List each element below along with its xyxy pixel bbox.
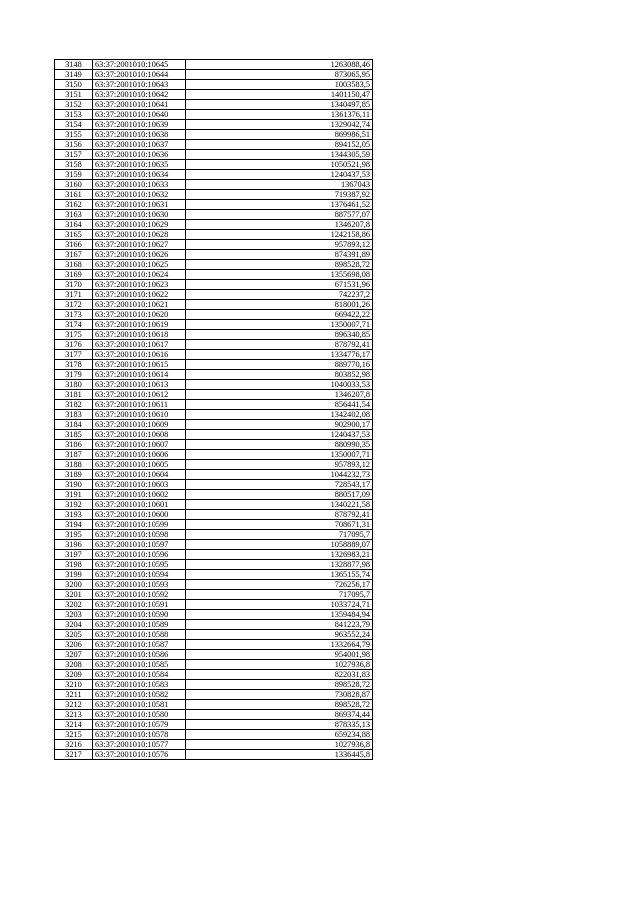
cadastral-value-cell: 1033724,71 — [186, 600, 373, 610]
cadastral-value-cell: 1355698,08 — [186, 270, 373, 280]
table-row — [55, 620, 373, 630]
cadastral-value-cell: 1342402,08 — [186, 410, 373, 420]
cadastral-value-cell: 1346207,8 — [186, 220, 373, 230]
row-number-cell: 3208 — [55, 660, 93, 670]
table-row — [55, 80, 373, 90]
cadastral-value-cell: 1027936,8 — [186, 660, 373, 670]
row-number-cell: 3196 — [55, 540, 93, 550]
cadastral-value-cell: 717095,7 — [186, 530, 373, 540]
row-number-cell: 3187 — [55, 450, 93, 460]
cadastral-value-cell: 1040033,53 — [186, 380, 373, 390]
cadastral-number-cell: 63:37:2001010:10610 — [93, 410, 186, 420]
row-number-cell: 3200 — [55, 580, 93, 590]
table-row — [55, 280, 373, 290]
table-row — [55, 230, 373, 240]
cadastral-number-cell: 63:37:2001010:10604 — [93, 470, 186, 480]
cadastral-number-cell: 63:37:2001010:10627 — [93, 240, 186, 250]
table-row — [55, 560, 373, 570]
table-row — [55, 660, 373, 670]
table-row — [55, 120, 373, 130]
table-row — [55, 590, 373, 600]
row-number-cell: 3188 — [55, 460, 93, 470]
table-row — [55, 400, 373, 410]
table-row — [55, 750, 373, 760]
cadastral-value-cell: 869986,51 — [186, 130, 373, 140]
table-row — [55, 710, 373, 720]
row-number-cell: 3183 — [55, 410, 93, 420]
table-row — [55, 370, 373, 380]
table-row — [55, 670, 373, 680]
cadastral-number-cell: 63:37:2001010:10577 — [93, 740, 186, 750]
cadastral-value-cell: 1027936,8 — [186, 740, 373, 750]
table-row — [55, 310, 373, 320]
table-row — [55, 520, 373, 530]
cadastral-number-cell: 63:37:2001010:10616 — [93, 350, 186, 360]
row-number-cell: 3177 — [55, 350, 93, 360]
table-body — [55, 60, 373, 760]
cadastral-number-cell: 63:37:2001010:10592 — [93, 590, 186, 600]
row-number-cell: 3154 — [55, 120, 93, 130]
cadastral-value-cell: 1044232,73 — [186, 470, 373, 480]
cadastral-value-cell: 880990,35 — [186, 440, 373, 450]
table-row — [55, 510, 373, 520]
cadastral-value-cell: 717095,7 — [186, 590, 373, 600]
row-number-cell: 3153 — [55, 110, 93, 120]
cadastral-number-cell: 63:37:2001010:10601 — [93, 500, 186, 510]
table-row — [55, 150, 373, 160]
row-number-cell: 3166 — [55, 240, 93, 250]
row-number-cell: 3160 — [55, 180, 93, 190]
cadastral-value-cell: 822031,83 — [186, 670, 373, 680]
row-number-cell: 3184 — [55, 420, 93, 430]
table-row — [55, 270, 373, 280]
row-number-cell: 3176 — [55, 340, 93, 350]
cadastral-number-cell: 63:37:2001010:10602 — [93, 490, 186, 500]
cadastral-number-cell: 63:37:2001010:10589 — [93, 620, 186, 630]
cadastral-value-cell: 1336445,8 — [186, 750, 373, 760]
cadastral-number-cell: 63:37:2001010:10593 — [93, 580, 186, 590]
row-number-cell: 3167 — [55, 250, 93, 260]
row-number-cell: 3181 — [55, 390, 93, 400]
table-row — [55, 530, 373, 540]
table-row — [55, 640, 373, 650]
table-row — [55, 340, 373, 350]
table-row — [55, 450, 373, 460]
cadastral-number-cell: 63:37:2001010:10590 — [93, 610, 186, 620]
row-number-cell: 3185 — [55, 430, 93, 440]
data-table — [54, 59, 373, 760]
cadastral-number-cell: 63:37:2001010:10645 — [93, 60, 186, 70]
cadastral-value-cell: 669422,22 — [186, 310, 373, 320]
cadastral-value-cell: 1401150,47 — [186, 90, 373, 100]
row-number-cell: 3206 — [55, 640, 93, 650]
cadastral-number-cell: 63:37:2001010:10620 — [93, 310, 186, 320]
cadastral-value-cell: 878792,41 — [186, 510, 373, 520]
table-row — [55, 140, 373, 150]
cadastral-value-cell: 898528,72 — [186, 700, 373, 710]
cadastral-number-cell: 63:37:2001010:10617 — [93, 340, 186, 350]
cadastral-value-cell: 887577,07 — [186, 210, 373, 220]
cadastral-number-cell: 63:37:2001010:10619 — [93, 320, 186, 330]
row-number-cell: 3170 — [55, 280, 93, 290]
cadastral-value-cell: 841223,79 — [186, 620, 373, 630]
table-row — [55, 130, 373, 140]
row-number-cell: 3158 — [55, 160, 93, 170]
table-row — [55, 570, 373, 580]
cadastral-number-cell: 63:37:2001010:10624 — [93, 270, 186, 280]
cadastral-value-cell: 1332664,79 — [186, 640, 373, 650]
row-number-cell: 3213 — [55, 710, 93, 720]
row-number-cell: 3151 — [55, 90, 93, 100]
cadastral-number-cell: 63:37:2001010:10629 — [93, 220, 186, 230]
cadastral-value-cell: 1003583,5 — [186, 80, 373, 90]
cadastral-value-cell: 1328877,98 — [186, 560, 373, 570]
row-number-cell: 3164 — [55, 220, 93, 230]
table-row — [55, 740, 373, 750]
cadastral-number-cell: 63:37:2001010:10643 — [93, 80, 186, 90]
cadastral-value-cell: 1334776,17 — [186, 350, 373, 360]
cadastral-number-cell: 63:37:2001010:10594 — [93, 570, 186, 580]
cadastral-value-cell: 803852,98 — [186, 370, 373, 380]
cadastral-number-cell: 63:37:2001010:10626 — [93, 250, 186, 260]
cadastral-number-cell: 63:37:2001010:10606 — [93, 450, 186, 460]
cadastral-number-cell: 63:37:2001010:10612 — [93, 390, 186, 400]
cadastral-number-cell: 63:37:2001010:10607 — [93, 440, 186, 450]
row-number-cell: 3155 — [55, 130, 93, 140]
row-number-cell: 3175 — [55, 330, 93, 340]
cadastral-value-cell: 742237,2 — [186, 290, 373, 300]
row-number-cell: 3150 — [55, 80, 93, 90]
cadastral-value-cell: 1326983,21 — [186, 550, 373, 560]
cadastral-value-cell: 878792,41 — [186, 340, 373, 350]
row-number-cell: 3149 — [55, 70, 93, 80]
cadastral-value-cell: 874391,89 — [186, 250, 373, 260]
row-number-cell: 3163 — [55, 210, 93, 220]
cadastral-value-cell: 1242158,86 — [186, 230, 373, 240]
row-number-cell: 3209 — [55, 670, 93, 680]
table-row — [55, 550, 373, 560]
row-number-cell: 3174 — [55, 320, 93, 330]
table-row — [55, 730, 373, 740]
cadastral-value-cell: 1350007,71 — [186, 450, 373, 460]
cadastral-number-cell: 63:37:2001010:10638 — [93, 130, 186, 140]
cadastral-value-cell: 671531,96 — [186, 280, 373, 290]
row-number-cell: 3168 — [55, 260, 93, 270]
table-row — [55, 290, 373, 300]
cadastral-number-cell: 63:37:2001010:10580 — [93, 710, 186, 720]
cadastral-value-cell: 896340,85 — [186, 330, 373, 340]
table-row — [55, 170, 373, 180]
cadastral-number-cell: 63:37:2001010:10633 — [93, 180, 186, 190]
cadastral-number-cell: 63:37:2001010:10630 — [93, 210, 186, 220]
cadastral-number-cell: 63:37:2001010:10641 — [93, 100, 186, 110]
row-number-cell: 3148 — [55, 60, 93, 70]
cadastral-number-cell: 63:37:2001010:10576 — [93, 750, 186, 760]
row-number-cell: 3198 — [55, 560, 93, 570]
row-number-cell: 3182 — [55, 400, 93, 410]
table-row — [55, 540, 373, 550]
cadastral-value-cell: 728543,17 — [186, 480, 373, 490]
row-number-cell: 3180 — [55, 380, 93, 390]
table-row — [55, 490, 373, 500]
table-row — [55, 440, 373, 450]
cadastral-number-cell: 63:37:2001010:10615 — [93, 360, 186, 370]
table-row — [55, 300, 373, 310]
cadastral-number-cell: 63:37:2001010:10621 — [93, 300, 186, 310]
table-row — [55, 70, 373, 80]
cadastral-number-cell: 63:37:2001010:10611 — [93, 400, 186, 410]
table-row — [55, 690, 373, 700]
cadastral-number-cell: 63:37:2001010:10597 — [93, 540, 186, 550]
cadastral-number-cell: 63:37:2001010:10631 — [93, 200, 186, 210]
cadastral-number-cell: 63:37:2001010:10632 — [93, 190, 186, 200]
table-row — [55, 210, 373, 220]
cadastral-value-cell: 1263088,46 — [186, 60, 373, 70]
table-row — [55, 680, 373, 690]
cadastral-value-cell: 957893,12 — [186, 240, 373, 250]
table-row — [55, 100, 373, 110]
table-row — [55, 180, 373, 190]
table-row — [55, 240, 373, 250]
table-row — [55, 610, 373, 620]
row-number-cell: 3169 — [55, 270, 93, 280]
cadastral-number-cell: 63:37:2001010:10578 — [93, 730, 186, 740]
cadastral-value-cell: 856441,54 — [186, 400, 373, 410]
cadastral-value-cell: 708671,31 — [186, 520, 373, 530]
cadastral-value-cell: 1346207,8 — [186, 390, 373, 400]
table-row — [55, 430, 373, 440]
table-row — [55, 600, 373, 610]
cadastral-value-cell: 878335,13 — [186, 720, 373, 730]
cadastral-number-cell: 63:37:2001010:10587 — [93, 640, 186, 650]
table-row — [55, 460, 373, 470]
cadastral-number-cell: 63:37:2001010:10640 — [93, 110, 186, 120]
table-row — [55, 630, 373, 640]
table-row — [55, 110, 373, 120]
row-number-cell: 3199 — [55, 570, 93, 580]
cadastral-number-cell: 63:37:2001010:10596 — [93, 550, 186, 560]
cadastral-number-cell: 63:37:2001010:10639 — [93, 120, 186, 130]
cadastral-value-cell: 818001,26 — [186, 300, 373, 310]
table-row — [55, 190, 373, 200]
table-row — [55, 60, 373, 70]
table-row — [55, 390, 373, 400]
table-row — [55, 350, 373, 360]
row-number-cell: 3207 — [55, 650, 93, 660]
cadastral-number-cell: 63:37:2001010:10642 — [93, 90, 186, 100]
table-row — [55, 200, 373, 210]
table-row — [55, 160, 373, 170]
cadastral-number-cell: 63:37:2001010:10586 — [93, 650, 186, 660]
row-number-cell: 3190 — [55, 480, 93, 490]
row-number-cell: 3156 — [55, 140, 93, 150]
cadastral-number-cell: 63:37:2001010:10637 — [93, 140, 186, 150]
row-number-cell: 3205 — [55, 630, 93, 640]
table-row — [55, 410, 373, 420]
cadastral-value-cell: 1050521,98 — [186, 160, 373, 170]
row-number-cell: 3202 — [55, 600, 93, 610]
row-number-cell: 3194 — [55, 520, 93, 530]
cadastral-value-cell: 1365155,74 — [186, 570, 373, 580]
table-row — [55, 580, 373, 590]
row-number-cell: 3214 — [55, 720, 93, 730]
cadastral-value-cell: 898528,72 — [186, 260, 373, 270]
cadastral-value-cell: 1340221,58 — [186, 500, 373, 510]
cadastral-value-cell: 1329042,74 — [186, 120, 373, 130]
row-number-cell: 3215 — [55, 730, 93, 740]
cadastral-value-cell: 898528,72 — [186, 680, 373, 690]
cadastral-value-cell: 730828,87 — [186, 690, 373, 700]
cadastral-value-cell: 1240437,53 — [186, 170, 373, 180]
cadastral-number-cell: 63:37:2001010:10636 — [93, 150, 186, 160]
cadastral-value-cell: 1376461,52 — [186, 200, 373, 210]
table-row — [55, 220, 373, 230]
cadastral-number-cell: 63:37:2001010:10605 — [93, 460, 186, 470]
cadastral-number-cell: 63:37:2001010:10579 — [93, 720, 186, 730]
cadastral-value-cell: 963552,24 — [186, 630, 373, 640]
cadastral-value-cell: 1240437,53 — [186, 430, 373, 440]
cadastral-value-cell: 726256,17 — [186, 580, 373, 590]
cadastral-number-cell: 63:37:2001010:10622 — [93, 290, 186, 300]
cadastral-number-cell: 63:37:2001010:10603 — [93, 480, 186, 490]
cadastral-value-cell: 1367043 — [186, 180, 373, 190]
table-row — [55, 420, 373, 430]
row-number-cell: 3186 — [55, 440, 93, 450]
row-number-cell: 3216 — [55, 740, 93, 750]
cadastral-number-cell: 63:37:2001010:10591 — [93, 600, 186, 610]
cadastral-number-cell: 63:37:2001010:10634 — [93, 170, 186, 180]
cadastral-number-cell: 63:37:2001010:10613 — [93, 380, 186, 390]
row-number-cell: 3171 — [55, 290, 93, 300]
row-number-cell: 3161 — [55, 190, 93, 200]
cadastral-value-cell: 1340497,85 — [186, 100, 373, 110]
row-number-cell: 3217 — [55, 750, 93, 760]
row-number-cell: 3203 — [55, 610, 93, 620]
row-number-cell: 3195 — [55, 530, 93, 540]
row-number-cell: 3157 — [55, 150, 93, 160]
cadastral-number-cell: 63:37:2001010:10628 — [93, 230, 186, 240]
cadastral-number-cell: 63:37:2001010:10582 — [93, 690, 186, 700]
row-number-cell: 3165 — [55, 230, 93, 240]
table-row — [55, 330, 373, 340]
cadastral-number-cell: 63:37:2001010:10585 — [93, 660, 186, 670]
table-row — [55, 380, 373, 390]
cadastral-value-cell: 889770,16 — [186, 360, 373, 370]
row-number-cell: 3197 — [55, 550, 93, 560]
cadastral-number-cell: 63:37:2001010:10599 — [93, 520, 186, 530]
table-row — [55, 720, 373, 730]
row-number-cell: 3192 — [55, 500, 93, 510]
cadastral-value-cell: 902900,17 — [186, 420, 373, 430]
row-number-cell: 3162 — [55, 200, 93, 210]
cadastral-number-cell: 63:37:2001010:10625 — [93, 260, 186, 270]
cadastral-number-cell: 63:37:2001010:10635 — [93, 160, 186, 170]
row-number-cell: 3201 — [55, 590, 93, 600]
cadastral-number-cell: 63:37:2001010:10598 — [93, 530, 186, 540]
cadastral-number-cell: 63:37:2001010:10588 — [93, 630, 186, 640]
cadastral-number-cell: 63:37:2001010:10584 — [93, 670, 186, 680]
row-number-cell: 3172 — [55, 300, 93, 310]
cadastral-value-cell: 719387,92 — [186, 190, 373, 200]
row-number-cell: 3179 — [55, 370, 93, 380]
cadastral-number-cell: 63:37:2001010:10618 — [93, 330, 186, 340]
cadastral-value-cell: 873065,95 — [186, 70, 373, 80]
cadastral-value-cell: 659234,88 — [186, 730, 373, 740]
row-number-cell: 3212 — [55, 700, 93, 710]
row-number-cell: 3173 — [55, 310, 93, 320]
cadastral-value-cell: 1359484,94 — [186, 610, 373, 620]
table-row — [55, 500, 373, 510]
table-row — [55, 320, 373, 330]
cadastral-value-cell: 894152,05 — [186, 140, 373, 150]
cadastral-number-cell: 63:37:2001010:10583 — [93, 680, 186, 690]
table-row — [55, 250, 373, 260]
cadastral-number-cell: 63:37:2001010:10595 — [93, 560, 186, 570]
cadastral-value-cell: 954001,98 — [186, 650, 373, 660]
row-number-cell: 3204 — [55, 620, 93, 630]
table-row — [55, 90, 373, 100]
table-row — [55, 360, 373, 370]
cadastral-value-cell: 869374,44 — [186, 710, 373, 720]
row-number-cell: 3159 — [55, 170, 93, 180]
table-row — [55, 480, 373, 490]
row-number-cell: 3152 — [55, 100, 93, 110]
table-row — [55, 650, 373, 660]
cadastral-number-cell: 63:37:2001010:10609 — [93, 420, 186, 430]
cadastral-number-cell: 63:37:2001010:10581 — [93, 700, 186, 710]
cadastral-value-cell: 957893,12 — [186, 460, 373, 470]
row-number-cell: 3189 — [55, 470, 93, 480]
row-number-cell: 3178 — [55, 360, 93, 370]
cadastral-number-cell: 63:37:2001010:10623 — [93, 280, 186, 290]
cadastral-number-cell: 63:37:2001010:10614 — [93, 370, 186, 380]
table-row — [55, 700, 373, 710]
cadastral-value-cell: 1350007,71 — [186, 320, 373, 330]
cadastral-value-cell: 880517,09 — [186, 490, 373, 500]
cadastral-number-cell: 63:37:2001010:10608 — [93, 430, 186, 440]
cadastral-value-cell: 1361376,11 — [186, 110, 373, 120]
table-row — [55, 470, 373, 480]
row-number-cell: 3210 — [55, 680, 93, 690]
row-number-cell: 3193 — [55, 510, 93, 520]
row-number-cell: 3211 — [55, 690, 93, 700]
cadastral-number-cell: 63:37:2001010:10600 — [93, 510, 186, 520]
cadastral-value-cell: 1344305,59 — [186, 150, 373, 160]
cadastral-number-cell: 63:37:2001010:10644 — [93, 70, 186, 80]
table-row — [55, 260, 373, 270]
cadastral-value-cell: 1058889,07 — [186, 540, 373, 550]
row-number-cell: 3191 — [55, 490, 93, 500]
